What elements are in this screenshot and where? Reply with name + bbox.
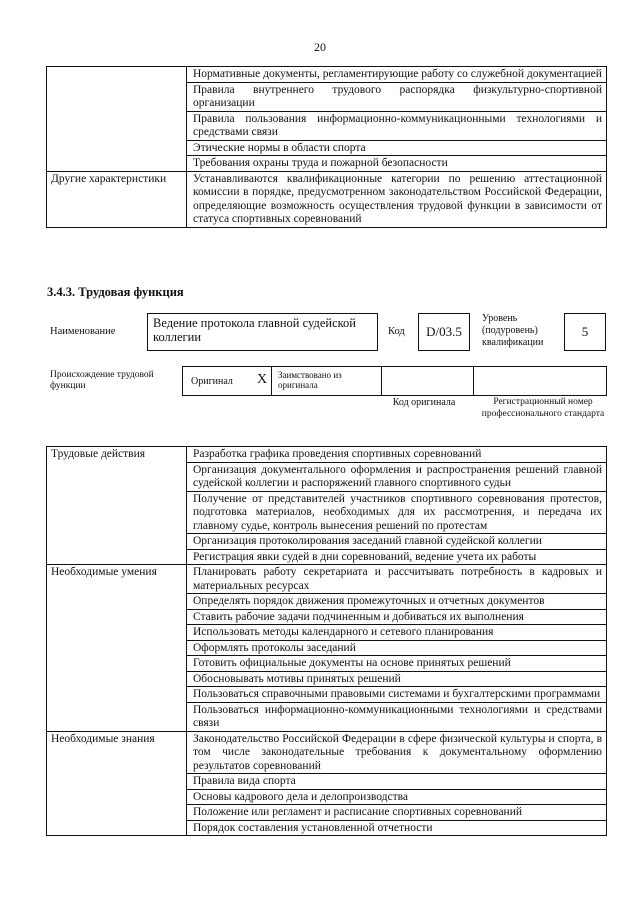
row-item-text: Требования охраны труда и пожарной безопасности <box>187 156 607 172</box>
row-item-text: Пользоваться справочными правовыми системами и бухгалтерскими программами <box>187 687 607 703</box>
reg-number-label: Регистрационный номер профессионального стандарта <box>481 397 605 419</box>
row-item-text: Правила пользования информационно-коммуникационными технологиями и средствами связи <box>187 111 607 140</box>
level-value-box <box>564 313 606 351</box>
table-row <box>47 67 607 83</box>
row-item-text: Организация документального оформления и распространения решений главной судейской коллегии и распоряжений главного спортивного судьи <box>187 462 607 491</box>
original-mark: X <box>257 372 268 387</box>
row-item-text: Определять порядок движения промежуточных и отчетных документов <box>187 594 607 610</box>
level-label: Уровень (подуровень) квалификации <box>482 313 544 348</box>
row-category-label <box>47 67 187 172</box>
code-original-label: Код оригинала <box>392 397 456 408</box>
row-item-text: Устанавливаются квалификационные категории по решению аттестационной комиссии в порядке, предусмотренном законодательством Российской Федерации, определяющие возможность осуществления трудовой функции в зависимости от статуса спортивных соревнований <box>187 171 607 227</box>
original-label: Оригинал <box>191 376 233 387</box>
table-row <box>47 171 607 227</box>
row-category-label: Необходимые знания <box>47 731 187 836</box>
level-value: 5 <box>581 324 589 339</box>
code-label: Код <box>388 326 405 337</box>
table-row <box>47 447 607 463</box>
row-category-label: Трудовые действия <box>47 447 187 565</box>
row-item-text: Положение или регламент и расписание спортивных соревнований <box>187 805 607 821</box>
function-name: Ведение протокола главной судейской коллегии <box>153 316 356 344</box>
table-row <box>47 565 607 594</box>
row-item-text: Порядок составления установленной отчетности <box>187 820 607 836</box>
top-requirements-table <box>46 66 607 228</box>
row-item-text: Использовать методы календарного и сетевого планирования <box>187 625 607 641</box>
function-code: D/03.5 <box>426 324 462 339</box>
row-item-text: Оформлять протоколы заседаний <box>187 640 607 656</box>
borrowed-label: Заимствовано из оригинала <box>278 370 342 390</box>
row-category-label: Другие характеристики <box>47 171 187 227</box>
row-item-text: Правила вида спорта <box>187 774 607 790</box>
row-item-text: Пользоваться информационно-коммуникационными технологиями и средствами связи <box>187 702 607 731</box>
labor-function-table <box>46 446 607 836</box>
name-label: Наименование <box>50 326 116 337</box>
table-row <box>47 731 607 774</box>
row-item-text: Готовить официальные документы на основе принятых решений <box>187 656 607 672</box>
page-number: 20 <box>314 40 326 54</box>
section-title: 3.4.3. Трудовая функция <box>47 285 184 299</box>
row-item-text: Этические нормы в области спорта <box>187 140 607 156</box>
row-item-text: Регистрация явки судей в дни соревнований, ведение учета их работы <box>187 549 607 565</box>
row-item-text: Организация протоколирования заседаний главной судейской коллегии <box>187 534 607 550</box>
row-item-text: Разработка графика проведения спортивных соревнований <box>187 447 607 463</box>
row-item-text: Правила внутреннего трудового распорядка физкультурно-спортивной организации <box>187 82 607 111</box>
row-item-text: Получение от представителей участников спортивного соревнования протестов, подготовка материалов, необходимых для их рассмотрения, и передача их главному судье, контроль вынесения решений по протестам <box>187 491 607 534</box>
row-item-text: Планировать работу секретариата и рассчитывать потребность в кадровых и материальных ресурсах <box>187 565 607 594</box>
function-name-box <box>147 313 378 351</box>
row-category-label: Необходимые умения <box>47 565 187 732</box>
row-item-text: Законодательство Российской Федерации в сфере физической культуры и спорта, в том числе законодательные требования к документальному оформлению результатов соревнований <box>187 731 607 774</box>
function-code-box <box>418 313 470 351</box>
row-item-text: Основы кадрового дела и делопроизводства <box>187 789 607 805</box>
origin-label: Происхождение трудовой функции <box>50 370 154 391</box>
row-item-text: Обосновывать мотивы принятых решений <box>187 671 607 687</box>
origin-box <box>182 366 607 396</box>
row-item-text: Нормативные документы, регламентирующие работу со служебной документацией <box>187 67 607 83</box>
row-item-text: Ставить рабочие задачи подчиненным и добиваться их выполнения <box>187 609 607 625</box>
